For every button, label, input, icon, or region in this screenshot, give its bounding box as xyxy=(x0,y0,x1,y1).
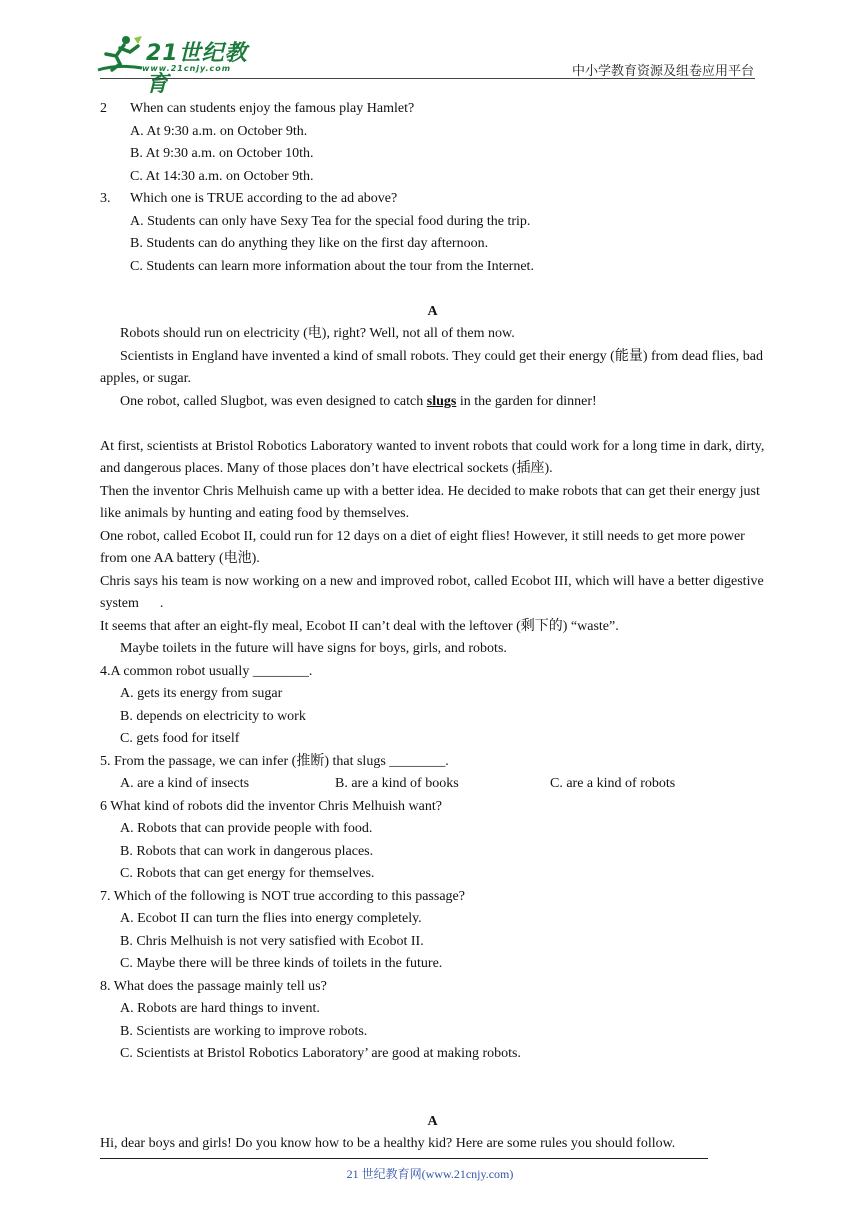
runner-logo-icon xyxy=(96,34,146,78)
option: C. Robots that can get energy for themselves. xyxy=(120,866,375,881)
paragraph: Hi, dear boys and girls! Do you know how to be a healthy kid? Here are some rules you should follow. xyxy=(100,1136,676,1151)
page-header xyxy=(0,0,860,97)
paragraph: Scientists in England have invented a kind of small robots. They could get their energy (能量) from dead flies, bad apples, or sugar. xyxy=(100,348,763,386)
paragraph: Then the inventor Chris Melhuish came up with a better idea. He decided to make robots that can get their energy just like animals by hunting and eating food by themselves. xyxy=(100,483,760,521)
platform-name: 中小学教育资源及组卷应用平台 xyxy=(571,63,754,78)
option: A. gets its energy from sugar xyxy=(120,686,283,701)
paragraph xyxy=(100,391,765,414)
option: B. Students can do anything they like on the first day afternoon. xyxy=(130,236,489,251)
question-number: 2 xyxy=(100,101,107,116)
section-heading: A xyxy=(427,303,438,319)
paragraph: It seems that after an eight-fly meal, Ecobot II can’t deal with the leftover (剩下的) “waste”. xyxy=(100,618,619,634)
paragraph: One robot, called Ecobot II, could run for 12 days on a diet of eight flies! However, it still needs to get more power from one AA battery (电池). xyxy=(100,528,745,566)
option: A. Robots that can provide people with food. xyxy=(120,821,373,836)
question-text: Which one is TRUE according to the ad above? xyxy=(130,191,398,206)
options-row xyxy=(100,773,765,796)
question-3 xyxy=(100,188,765,211)
option: C. Scientists at Bristol Robotics Laboratory’ are good at making robots. xyxy=(120,1046,522,1061)
question-5: 5. From the passage, we can infer (推断) that slugs ________. xyxy=(100,753,449,769)
paragraph-text: in the garden for dinner! xyxy=(456,393,597,409)
option: B. are a kind of books xyxy=(335,776,459,791)
paragraph: At first, scientists at Bristol Robotics Laboratory wanted to invent robots that could work for a long time in dark, dirty, and dangerous places. Many of those places don’t have electrical sockets (插座). xyxy=(100,438,765,476)
option: A. Robots are hard things to invent. xyxy=(120,1001,320,1016)
option: A. Ecobot II can turn the flies into energy completely. xyxy=(120,911,422,926)
option: C. gets food for itself xyxy=(120,731,240,746)
logo-url: www.21cnjy.com xyxy=(142,64,232,73)
option: C. Maybe there will be three kinds of toilets in the future. xyxy=(120,956,443,971)
question-8: 8. What does the passage mainly tell us? xyxy=(100,978,327,994)
option: C. Students can learn more information about the tour from the Internet. xyxy=(130,258,534,274)
paragraph: Maybe toilets in the future will have signs for boys, girls, and robots. xyxy=(120,641,507,656)
site-logo xyxy=(96,34,266,97)
question-text: When can students enjoy the famous play Hamlet? xyxy=(130,101,415,116)
question-7: 7. Which of the following is NOT true according to this passage? xyxy=(100,888,465,904)
paragraph: Robots should run on electricity (电), right? Well, not all of them now. xyxy=(120,326,515,341)
option: A. Students can only have Sexy Tea for the special food during the trip. xyxy=(130,213,531,229)
option: C. At 14:30 a.m. on October 9th. xyxy=(130,168,314,184)
footer-divider xyxy=(100,1158,708,1159)
option: C. are a kind of robots xyxy=(550,776,676,791)
document-body xyxy=(100,98,768,1156)
option: B. depends on electricity to work xyxy=(120,708,306,724)
paragraph: Chris says his team is now working on a new and improved robot, called Ecobot III, which will have a better digestive system . xyxy=(100,573,768,611)
question-2 xyxy=(100,98,765,121)
option: A. At 9:30 a.m. on October 9th. xyxy=(130,123,308,139)
question-6: 6 What kind of robots did the inventor Chris Melhuish want? xyxy=(100,798,442,814)
option: B. Scientists are working to improve robots. xyxy=(120,1023,368,1039)
option: B. Chris Melhuish is not very satisfied with Ecobot II. xyxy=(120,933,424,949)
option: B. Robots that can work in dangerous places. xyxy=(120,843,374,859)
option: A. are a kind of insects xyxy=(120,776,250,791)
question-number: 3. xyxy=(100,191,111,206)
paragraph-text: One robot, called Slugbot, was even designed to catch xyxy=(120,393,427,409)
option: B. At 9:30 a.m. on October 10th. xyxy=(130,146,314,161)
page-footer: 21 世纪教育网(www.21cnjy.com) xyxy=(346,1167,514,1181)
question-4: 4.A common robot usually ________. xyxy=(100,663,313,679)
logo-text: 21世纪教育 xyxy=(146,41,248,97)
section-heading: A xyxy=(427,1113,438,1129)
underlined-word: slugs xyxy=(426,393,457,409)
header-divider xyxy=(100,78,755,79)
